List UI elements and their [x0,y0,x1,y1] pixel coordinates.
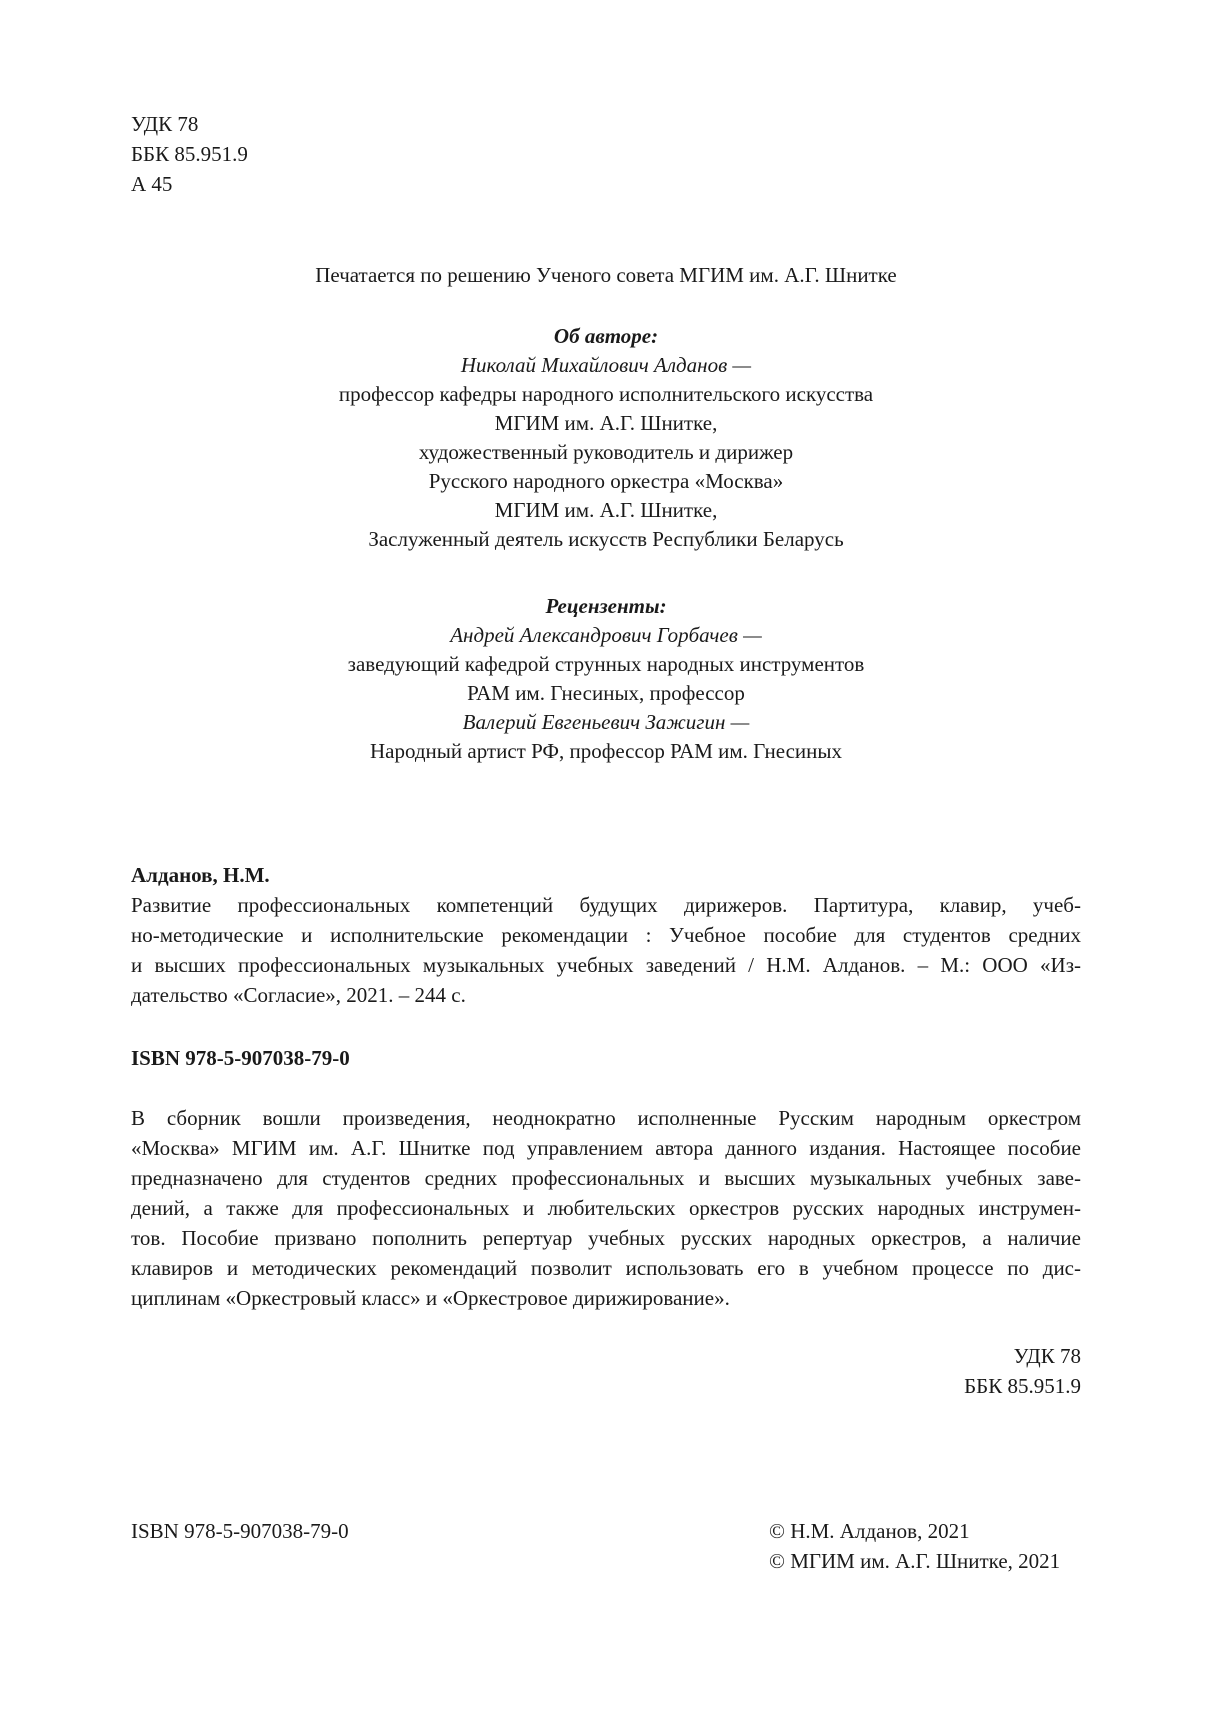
classification-codes-bottom [964,1341,1081,1401]
annotation [131,1103,1081,1313]
reviewer-name: Валерий Евгеньевич Зажигин — [462,710,750,734]
publication-decision-text: Печатается по решению Ученого совета МГИМ им. А.Г. Шнитке [315,263,897,287]
author-full-name: Николай Михайлович Алданов — [460,353,752,377]
biblio-line: дательство «Согласие», 2021. – 244 с. [131,983,466,1007]
reviewers-section [131,592,1081,766]
bibliographic-record [131,860,1081,1010]
copyright-institution: © МГИМ им. А.Г. Шнитке, 2021 [769,1549,1061,1573]
annotation-line: циплинам «Оркестровый класс» и «Оркестровое дирижирование». [131,1286,730,1310]
biblio-line: и высших профессиональных музыкальных учебных заведений / Н.М. Алданов. – М.: ООО «Из- [131,953,1081,977]
biblio-line: но-методические и исполнительские рекомендации : Учебное пособие для студентов средних [131,923,1081,947]
author-info-line: Русского народного оркестра «Москва» [428,469,784,493]
author-mark: А 45 [131,172,173,196]
reviewer-name: Андрей Александрович Горбачев — [450,623,762,647]
bbk-code: ББК 85.951.9 [964,1374,1081,1398]
isbn-plain: ISBN 978-5-907038-79-0 [131,1519,349,1543]
author-info-line: Заслуженный деятель искусств Республики Беларусь [368,527,844,551]
isbn-bold: ISBN 978-5-907038-79-0 [131,1046,350,1070]
author-info-line: профессор кафедры народного исполнительского искусства [338,382,874,406]
biblio-author: Алданов, Н.М. [131,863,270,887]
copyright-author: © Н.М. Алданов, 2021 [769,1519,970,1543]
publication-decision [131,261,1081,290]
annotation-line: В сборник вошли произведения, неоднократно исполненные Русским народным оркестром [131,1106,1081,1130]
udk-code: УДК 78 [131,112,199,136]
classification-codes-top [131,109,248,199]
biblio-line: Развитие профессиональных компетенций будущих дирижеров. Партитура, клавир, учеб- [131,893,1081,917]
annotation-line: клавиров и методических рекомендаций позволит использовать его в учебном процессе по дис- [131,1256,1081,1280]
bbk-code: ББК 85.951.9 [131,142,248,166]
author-info-line: МГИМ им. А.Г. Шнитке, [494,498,718,522]
author-info-line: МГИМ им. А.Г. Шнитке, [494,411,718,435]
reviewers-heading: Рецензенты: [545,594,667,618]
author-info-line: художественный руководитель и дирижер [418,440,794,464]
reviewer-info-line: РАМ им. Гнесиных, профессор [467,681,745,705]
about-author-heading: Об авторе: [553,324,659,348]
annotation-line: «Москва» МГИМ им. А.Г. Шнитке под управлением автора данного издания. Настоящее пособие [131,1136,1081,1160]
reviewer-info-line: Народный артист РФ, профессор РАМ им. Гнесиных [369,739,843,763]
annotation-line: предназначено для студентов средних профессиональных и высших музыкальных учебных заве- [131,1166,1081,1190]
copyright-notices [769,1516,1060,1576]
annotation-line: дений, а также для профессиональных и любительских оркестров русских народных инструмен- [131,1196,1081,1220]
annotation-line: тов. Пособие призвано пополнить репертуар учебных русских народных оркестров, а наличие [131,1226,1081,1250]
udk-code: УДК 78 [1013,1344,1081,1368]
reviewer-info-line: заведующий кафедрой струнных народных инструментов [347,652,865,676]
about-author-section [131,322,1081,554]
